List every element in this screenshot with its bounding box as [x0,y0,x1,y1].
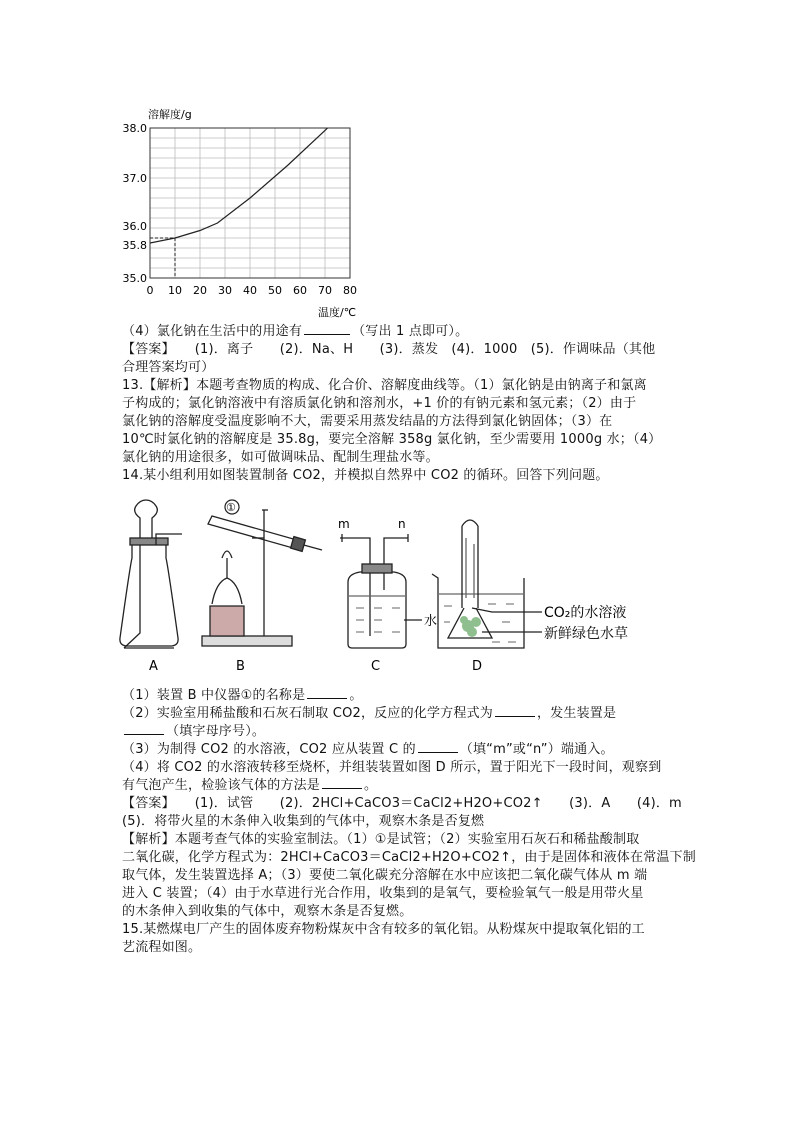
explanation-line: 二氧化碳，化学方程式为：2HCl+CaCO3＝CaCl2+H2O+CO2↑，由于是固体和液体在常温下制 [122,850,696,865]
question-15-stem: 艺流程如图。 [122,940,202,955]
x-tick-label: 80 [343,284,357,297]
answer-blank [307,687,347,699]
explanation-line: 氯化钠的溶解度受温度影响不大，需要采用蒸发结晶的方法得到氯化钠固体；（3）在 [122,414,613,429]
x-tick-label: 70 [318,284,332,297]
apparatus-a [120,500,182,648]
x-tick-label: 40 [243,284,257,297]
water-label: 水 [424,614,438,629]
q14-1: （1）装置 B 中仪器①的名称是 。 [122,688,363,703]
answer-line: 合理答案均可） [122,360,215,375]
x-tick-label: 10 [168,284,182,297]
question-15-stem: 15.某燃煤电厂产生的固体废弃物粉煤灰中含有较多的氧化铝。从粉煤灰中提取氧化铝的工 [122,922,645,937]
explanation-line: 的木条伸入到收集的气体中，观察木条是否复燃。 [122,904,413,919]
y-tick-label: 36.0 [122,220,147,233]
chart-grid [150,128,350,278]
question-14-stem: 14.某小组利用如图装置制备 CO2，并模拟自然界中 CO2 的循环。回答下列问题。 [122,468,609,483]
apparatus-c [340,534,422,648]
plant-label: 新鲜绿色水草 [544,626,628,642]
answer-line: (5)．将带火星的木条伸入收集到的气体中，观察木条是否复燃 [122,814,485,829]
x-tick-label: 0 [146,284,154,297]
answer-blank [304,323,350,335]
solution-label: CO₂的水溶液 [544,605,627,621]
y-tick-label: 35.0 [122,272,147,285]
water-dashes [356,608,400,632]
explanation-line: 取气体，发生装置选择 A；（3）要使二氧化碳充分溶解在水中应该把二氧化碳气体从 m 端 [122,868,648,883]
answer-blank [495,705,535,717]
apparatus-b [202,510,322,646]
answer-blank [322,777,362,789]
explanation-line: 子构成的；氯化钠溶液中有溶质氯化钠和溶剂水，+1 价的有钠元素和氢元素；（2）由于 [122,396,637,411]
q14-2: （2）实验室用稀盐酸和石灰石制取 CO2，反应的化学方程式为 ，发生装置是 [122,706,617,721]
explanation-line: 13.【解析】本题考查物质的构成、化合价、溶解度曲线等。（1）氯化钠是由钠离子和氯离 [122,378,647,393]
q14-4: （4）将 CO2 的水溶液转移至烧杯，并组装装置如图 D 所示，置于阳光下一段时间，观察到 [122,760,662,775]
q14-2-cont: （填字母序号）。 [122,723,265,741]
y-tick-label: 35.8 [122,239,147,252]
y-tick-label: 37.0 [122,172,147,185]
label-d: D [472,659,483,674]
x-axis-label: 温度/℃ [318,306,357,319]
marker-1: ① [226,501,236,514]
q14-4-cont: 有气泡产生，检验该气体的方法是 。 [122,778,378,793]
label-a: A [149,659,158,674]
explanation-line: 进入 C 装置；（4）由于水草进行光合作用，收集到的是氧气，要检验氧气一般是用带火星 [122,886,644,901]
port-m: m [338,517,350,531]
water-weed [460,616,481,637]
solubility-chart [110,100,370,322]
x-tick-label: 20 [193,284,207,297]
x-tick-label: 60 [293,284,307,297]
answer-line: 【答案】 (1)．离子 (2)．Na、H (3)．蒸发 (4)．1000 (5)．作调味品（其他 [122,342,656,357]
y-tick-label: 38.0 [122,122,147,135]
answer-blank [418,741,458,753]
apparatus-d [432,520,542,648]
apparatus-figure [112,498,672,676]
explanation-line: 【解析】本题考查气体的实验室制法。（1）①是试管；（2）实验室用石灰石和稀盐酸制取 [122,832,640,847]
q14-3: （3）为制得 CO2 的水溶液，CO2 应从装置 C 的 （填“m”或“n”）端通入。 [122,742,614,757]
label-c: C [371,659,381,674]
explanation-line: 10℃时氯化钠的溶解度是 35.8g，要完全溶解 358g 氯化钠，至少需要用 1000g 水；（4） [122,432,662,447]
port-n: n [398,517,406,531]
explanation-line: 氯化钠的用途很多，如可做调味品、配制生理盐水等。 [122,450,439,465]
answer-blank [124,723,164,735]
x-tick-label: 50 [268,284,282,297]
label-b: B [236,659,245,674]
x-tick-label: 30 [218,284,232,297]
y-axis-label: 溶解度/g [148,108,192,121]
answer-line: 【答案】 (1)．试管 (2)．2HCl+CaCO3＝CaCl2+H2O+CO2↑ (3)．A (4)．m [122,796,682,811]
question-4-line: （4）氯化钠在生活中的用途有 （写出 1 点即可）。 [122,324,469,339]
